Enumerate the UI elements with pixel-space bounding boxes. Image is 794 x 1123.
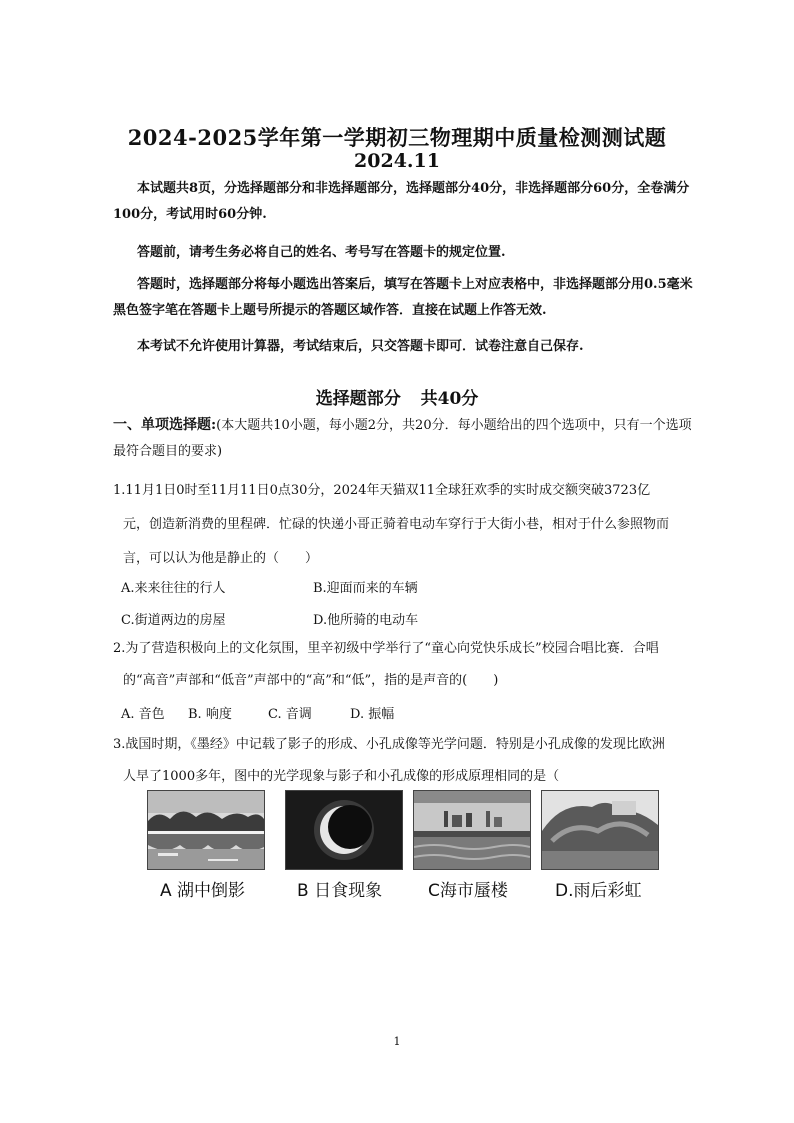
q3-images bbox=[147, 790, 667, 870]
q3-caption-c: C海市蜃楼 bbox=[428, 881, 508, 901]
part1-desc: (本大题共10小题，每小题2分，共20分．每小题给出的四个选项中，只有一个选项最符合题目的要求) bbox=[113, 418, 692, 459]
q1-option-d: D.他所骑的电动车 bbox=[313, 613, 419, 628]
lake-reflection-image bbox=[147, 790, 265, 870]
q1-line1: 1.11月1日0时至11月11日0点30分，2024年天猫双11全球狂欢季的实时成交额突破3723亿 bbox=[113, 483, 651, 498]
question-3 bbox=[113, 732, 693, 790]
instruction-3: 答题时，选择题部分将每小题选出答案后，填写在答题卡上对应表格中，非选择题部分用0.5毫米黑色签字笔在答题卡上题号所提示的答题区域作答．直接在试题上作答无效. bbox=[113, 277, 693, 318]
mirage-image bbox=[413, 790, 531, 870]
section-heading: 选择题部分 共40分 bbox=[315, 389, 479, 409]
question-1 bbox=[113, 478, 693, 572]
q1-option-a: A.来来往往的行人 bbox=[121, 581, 226, 596]
q3-caption-d: D.雨后彩虹 bbox=[555, 881, 642, 901]
solar-eclipse-image bbox=[285, 790, 403, 870]
question-2 bbox=[113, 636, 693, 694]
q3-line2: 人早了1000多年，图中的光学现象与影子和小孔成像的形成原理相同的是（ bbox=[123, 769, 560, 784]
q2-option-b: B. 响度 bbox=[188, 707, 232, 722]
q2-option-d: D. 振幅 bbox=[350, 707, 395, 722]
q2-option-c: C. 音调 bbox=[268, 707, 312, 722]
q1-line3: 言，可以认为他是静止的（ ） bbox=[123, 551, 319, 566]
rainbow-image bbox=[541, 790, 659, 870]
q2-option-a: A. 音色 bbox=[121, 707, 165, 722]
q3-caption-a: A 湖中倒影 bbox=[160, 881, 246, 901]
q1-line2: 元，创造新消费的里程碑．忙碌的快递小哥正骑着电动车穿行于大街小巷，相对于什么参照物而 bbox=[123, 517, 670, 532]
part1-heading bbox=[113, 412, 693, 465]
q3-line1: 3.战国时期，《墨经》中记载了影子的形成、小孔成像等光学问题．特别是小孔成像的发现比欧洲 bbox=[113, 737, 665, 752]
q2-line1: 2.为了营造积极向上的文化氛围，里辛初级中学举行了“童心向党快乐成长”校园合唱比赛．合唱 bbox=[113, 641, 659, 656]
q1-option-b: B.迎面而来的车辆 bbox=[313, 581, 418, 596]
page-number: 1 bbox=[393, 1035, 401, 1048]
exam-title: 2024-2025学年第一学期初三物理期中质量检测测试题 bbox=[127, 125, 667, 150]
instruction-2: 答题前，请考生务必将自己的姓名、考号写在答题卡的规定位置. bbox=[137, 245, 506, 260]
q2-line2: 的“高音”声部和“低音”声部中的“高”和“低”，指的是声音的( ) bbox=[123, 673, 499, 688]
q3-caption-b: B 日食现象 bbox=[297, 881, 383, 901]
instruction-1: 本试题共8页，分选择题部分和非选择题部分，选择题部分40分，非选择题部分60分，全卷满分100分，考试用时60分钟. bbox=[113, 181, 690, 222]
instruction-4: 本考试不允许使用计算器，考试结束后，只交答题卡即可．试卷注意自己保存. bbox=[137, 339, 584, 354]
exam-date: 2024.11 bbox=[354, 150, 440, 172]
q1-option-c: C.街道两边的房屋 bbox=[121, 613, 226, 628]
part1-label: 一、单项选择题: bbox=[113, 417, 217, 433]
